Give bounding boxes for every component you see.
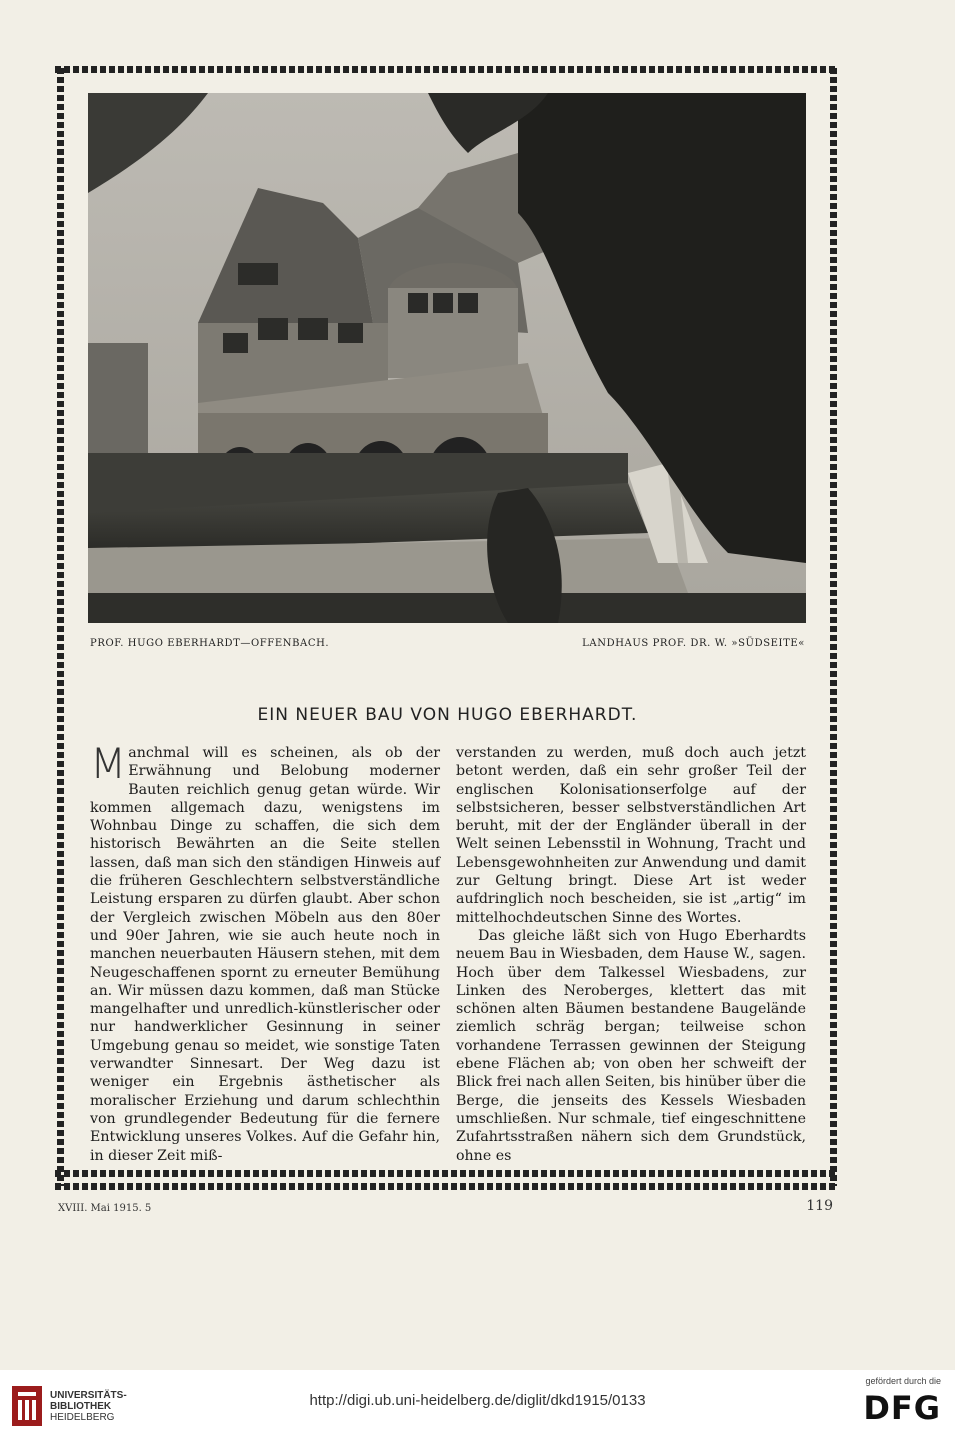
right-column-paragraph-1: verstanden zu werden, muß doch auch jetzt betont werden, daß ein sehr großer Teil der englischen Kolonisationserfolge auf der selbstsicheren, besser selbstverständlichen Art beruht, mit der der Engländer überall in der Welt seinen Lebensstil in Wohnung, Tracht und Lebensgewohnheiten zur Anwendung und damit zur Geltung bringt. Diese Art ist weder aufdringlich noch bescheiden, sie ist „artig“ im mittelhochdeutschen Sinne des Wortes. [456, 745, 806, 926]
article-column-right [456, 744, 806, 1165]
library-name-line-3: HEIDELBERG [50, 1411, 115, 1423]
photo-caption-architect: PROF. HUGO EBERHARDT—OFFENBACH. [90, 638, 330, 649]
border-bottom [55, 1170, 835, 1177]
dfg-logo[interactable] [863, 1376, 941, 1426]
funded-by-text: gefördert durch die [865, 1376, 941, 1386]
border-bottom-inner [55, 1183, 835, 1190]
page-number: 119 [806, 1198, 833, 1214]
article-column-left [90, 739, 440, 1165]
dfg-wordmark: DFG [863, 1389, 941, 1427]
border-right [830, 68, 837, 1186]
issue-line: XVIII. Mai 1915. 5 [58, 1203, 152, 1214]
left-column-text: anchmal will es scheinen, als ob der Erwähnung und Belobung moderner Bauten reichlich genug getan würde. Wir kommen allgemach dazu, wenigstens im Wohnbau Dinge zu schaffen, die sich dem historisch Bewährten an die Seite stellen lassen, daß man sich den ständigen Hinweis auf die früheren Geschlechtern selbstverständliche Leistung ersparen zu dürfen glaubt. Aber schon der Vergleich zwischen Möbeln aus den 80er und 90er Jahren, wie sie auch heute noch in manchen neuerbauten Häusern stehen, mit dem Neugeschaffenen spornt zu erneuter Bemühung an. Wir müssen dazu kommen, daß man Stücke mangelhafter und unredlich-künstlerischer oder nur handwerklicher Gesinnung in seiner Umgebung genau so meidet, wie sonstige Taten verwandter Sinnesart. Der Weg dazu ist weniger ein Ergebnis ästhetischer als moralischer Erziehung und darum schlechthin von grundlegender Bedeutung für die fernere Entwicklung unseres Volkes. Auf die Gefahr hin, in dieser Zeit miß- [90, 745, 440, 1164]
photo-caption-house: LANDHAUS PROF. DR. W. »SÜDSEITE« [582, 638, 805, 649]
house-photograph [88, 93, 806, 623]
border-top [55, 66, 835, 73]
library-name-line-1: UNIVERSITÄTS- [50, 1389, 127, 1401]
viewer-footer-bar [0, 1370, 955, 1444]
right-column-paragraph-2: Das gleiche läßt sich von Hugo Eberhardts neuem Bau in Wiesbaden, dem Hause W., sagen. Hoch über dem Talkessel Wiesbadens, zur Linken des Neroberges, klettert das mit schönen alten Bäumen bestandene Baugelände ziemlich schräg bergan; teilweise schon vorhandene Terrassen gewinnen der Steigung ebene Flächen ab; von oben her schweift der Blick frei nach allen Seiten, bis hinüber über die Berge, die jenseits des Kessels Wiesbaden umschließen. Nur schmale, tief eingeschnittene Zufahrtsstraßen nähern sich dem Grundstück, ohne es [456, 927, 806, 1164]
drop-cap: M [90, 739, 127, 788]
permalink-url[interactable]: http://digi.ub.uni-heidelberg.de/diglit/dkd1915/0133 [309, 1392, 646, 1409]
library-name-line-2: BIBLIOTHEK [50, 1400, 112, 1412]
border-left [57, 68, 64, 1186]
article-title: EIN NEUER BAU VON HUGO EBERHARDT. [257, 705, 638, 725]
